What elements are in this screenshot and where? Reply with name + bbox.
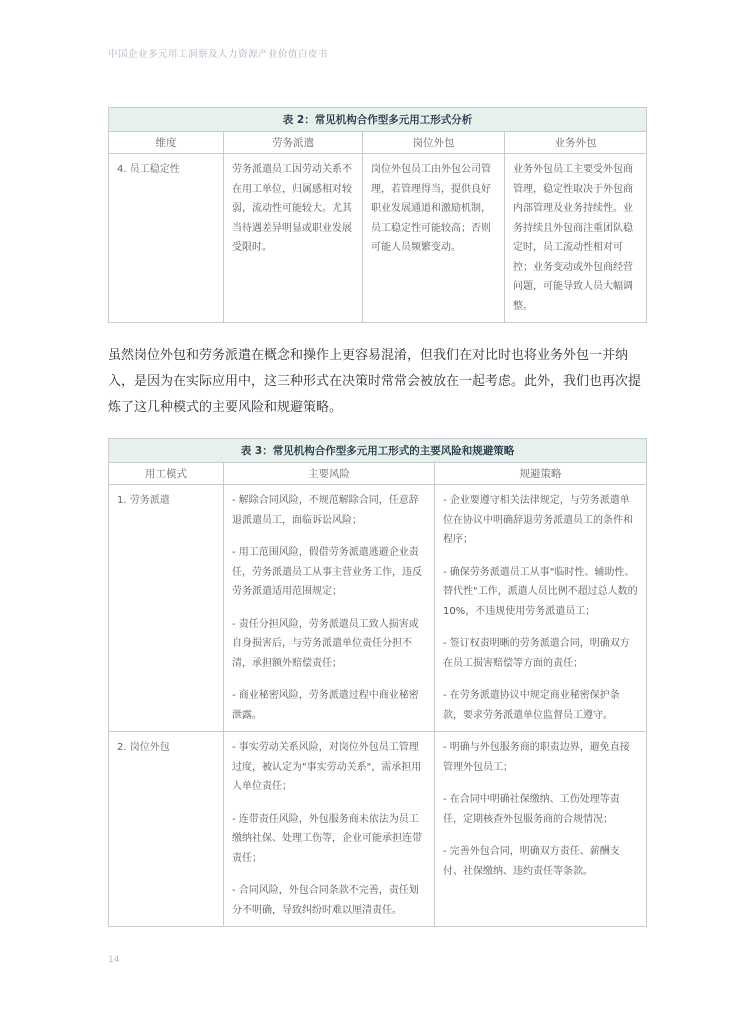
mode-cell: 1. 劳务派遣 [109,485,224,732]
table-3-title: 表 3：常见机构合作型多元用工形式的主要风险和规避策略 [109,439,647,463]
strategy-item: - 企业要遵守相关法律规定，与劳务派遣单位在协议中明确辞退劳务派遣员工的条件和程序； [443,495,633,545]
risks-cell [224,732,435,927]
table-3 [108,438,647,927]
strategies-cell [435,485,647,732]
strategy-item: - 在劳务派遣协议中规定商业秘密保护条款，要求劳务派遣单位监督员工遵守。 [443,690,620,721]
table-2-business-outsourcing-cell: 业务外包员工主要受外包商管理，稳定性取决于外包商内部管理及业务持续性。业务持续且外包商注重团队稳定时，员工流动性相对可控；业务变动或外包商经营问题，可能导致人员大幅调整。 [505,154,647,323]
running-header: 中国企业多元用工洞察及人力资源产业价值白皮书 [108,49,329,60]
table-2-header-dispatch: 劳务派遣 [224,132,363,154]
table-row [109,732,647,927]
table-2-dispatch-cell: 劳务派遣员工因劳动关系不在用工单位，归属感相对较弱，流动性可能较大。尤其当待遇差异明显或职业发展受限时。 [224,154,363,323]
strategy-item: - 在合同中明确社保缴纳、工伤处理等责任，定期核查外包服务商的合规情况； [443,794,620,825]
risk-item: - 事实劳动关系风险，对岗位外包员工管理过度，被认定为"事实劳动关系"，需承担用人单位责任； [232,742,422,792]
table-3-header-mode: 用工模式 [109,463,224,485]
risk-item: - 合同风险，外包合同条款不完善，责任划分不明确，导致纠纷时难以厘清责任。 [232,885,419,916]
strategy-item: - 签订权责明晰的劳务派遣合同，明确双方在员工损害赔偿等方面的责任； [443,638,630,669]
page-number: 14 [108,955,120,965]
table-3-header-risks: 主要风险 [224,463,435,485]
table-2-position-outsourcing-cell: 岗位外包员工由外包公司管理，若管理得当，提供良好职业发展通道和激励机制，员工稳定性可能较高；否则可能人员频繁变动。 [363,154,505,323]
risk-item: - 责任分担风险，劳务派遣员工致人损害或自身损害后，与劳务派遣单位责任分担不清，承担额外赔偿责任； [232,618,419,669]
mode-cell: 2. 岗位外包 [109,732,224,927]
strategy-item: - 明确与外包服务商的职责边界，避免直接管理外包员工； [443,742,630,773]
risk-item: - 商业秘密风险，劳务派遣过程中商业秘密泄露。 [232,690,419,721]
table-2 [108,107,647,323]
body-paragraph: 虽然岗位外包和劳务派遣在概念和操作上更容易混淆，但我们在对比时也将业务外包一并纳入，是因为在实际应用中，这三种形式在决策时常常会被放在一起考虑。此外，我们也再次提炼了这几种模式的主要风险和规避策略。 [108,348,642,415]
strategies-cell [435,732,647,927]
table-row [109,485,647,732]
risk-item: - 连带责任风险，外包服务商未依法为员工缴纳社保、处理工伤等，企业可能承担连带责任； [232,813,422,864]
strategy-item: - 完善外包合同，明确双方责任、薪酬支付、社保缴纳、违约责任等条款。 [443,846,620,877]
risk-item: - 解除合同风险，不规范解除合同，任意辞退派遣员工，面临诉讼风险； [232,495,419,526]
table-2-dimension-cell: 4. 员工稳定性 [109,154,224,323]
strategy-item: - 确保劳务派遣员工从事"临时性、辅助性、替代性"工作，派遣人员比例不超过总人数的 10%，不违规使用劳务派遣员工； [443,566,641,617]
risks-cell [224,485,435,732]
table-2-header-position-outsourcing: 岗位外包 [363,132,505,154]
table-3-header-strategies: 规避策略 [435,463,647,485]
table-2-header-business-outsourcing: 业务外包 [505,132,647,154]
table-2-title: 表 2：常见机构合作型多元用工形式分析 [109,108,647,132]
table-2-header-dimension: 维度 [109,132,224,154]
risk-item: - 用工范围风险，假借劳务派遣逃避企业责任，劳务派遣员工从事主营业务工作，违反劳务派遣适用范围规定； [232,547,422,597]
